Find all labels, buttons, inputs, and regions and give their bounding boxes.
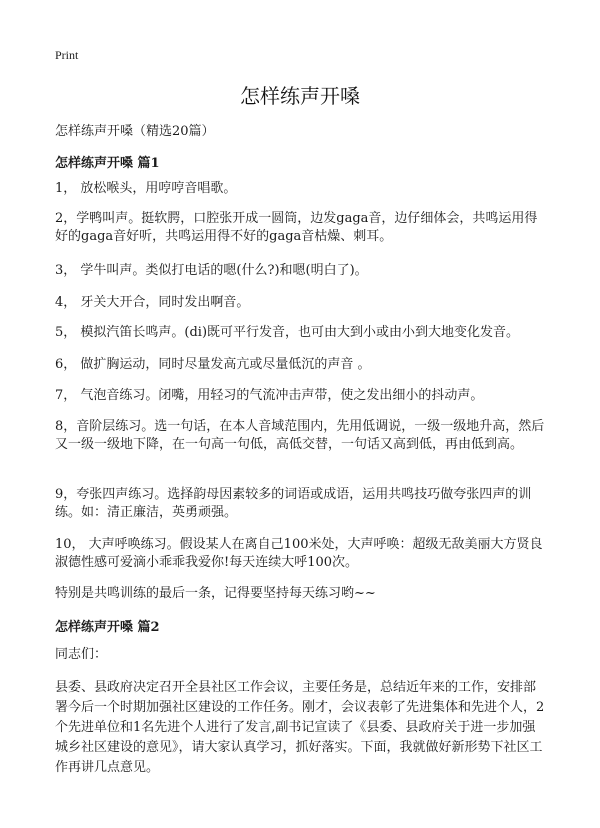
list-item: 6， 做扩胸运动，同时尽量发高亢或尽量低沉的声音 。: [55, 357, 371, 372]
list-item: 4， 牙关大开合，同时发出啊音。: [55, 295, 250, 310]
section-2-paragraph: 县委、县政府决定召开全县社区工作会议，主要任务是，总结近年来的工作，安排部署今后一个时期加强社区建设的工作任务。刚才，会议表彰了先进集体和先进个人，2个先进单位和1名先进个人进行了发言,副书记宣读了《县委、县政府关于进一步加强城乡社区建设的意见》，请大家认真学习，抓好落实。下面，我就做好新形势下社区工作再讲几点意见。: [55, 680, 545, 775]
list-item: 5， 模拟汽笛长鸣声。(di)既可平行发音，也可由大到小或由小到大地变化发音。: [55, 325, 520, 340]
section-2-greeting: 同志们：: [55, 647, 108, 662]
page-title: 怎样练声开嗓: [240, 84, 360, 108]
section-2-heading: 怎样练声开嗓 篇2: [55, 620, 160, 635]
list-item: 7， 气泡音练习。闭嘴，用轻习的气流冲击声带，使之发出细小的抖动声。: [55, 388, 484, 403]
section-1-heading: 怎样练声开嗓 篇1: [55, 156, 160, 171]
list-item: 8，音阶层练习。选一句话，在本人音域范围内，先用低调说，一级一级地升高，然后又一级一级地下降，在一句高一句低，高低交替，一句话又高到低，再由低到高。: [55, 419, 545, 452]
list-item: 10， 大声呼唤练习。假设某人在离自己100米处，大声呼唤：超级无敌美丽大方贤良淑德性感可爱滴小乖乖我爱你!每天连续大呼100次。: [55, 537, 543, 570]
document-subtitle: 怎样练声开嗓（精选20篇）: [55, 124, 215, 139]
list-item: 1， 放松喉头，用哼哼音唱歌。: [55, 181, 237, 196]
print-label: Print: [55, 48, 79, 62]
list-item: 3， 学牛叫声。类似打电话的嗯(什么?)和嗯(明白了)。: [55, 263, 368, 278]
list-item: 2，学鸭叫声。挺软腭，口腔张开成一圆筒，边发gaga音，边仔细体会，共鸣运用得好的gaga音好听，共鸣运用得不好的gaga音枯燥、刺耳。: [55, 211, 538, 244]
list-item: 9，夸张四声练习。选择韵母因素较多的词语或成语，运用共鸣技巧做夸张四声的训练。如：清正廉洁，英勇顽强。: [55, 487, 532, 520]
section-1-closing: 特别是共鸣训练的最后一条，记得要坚持每天练习哟~~: [55, 586, 376, 601]
